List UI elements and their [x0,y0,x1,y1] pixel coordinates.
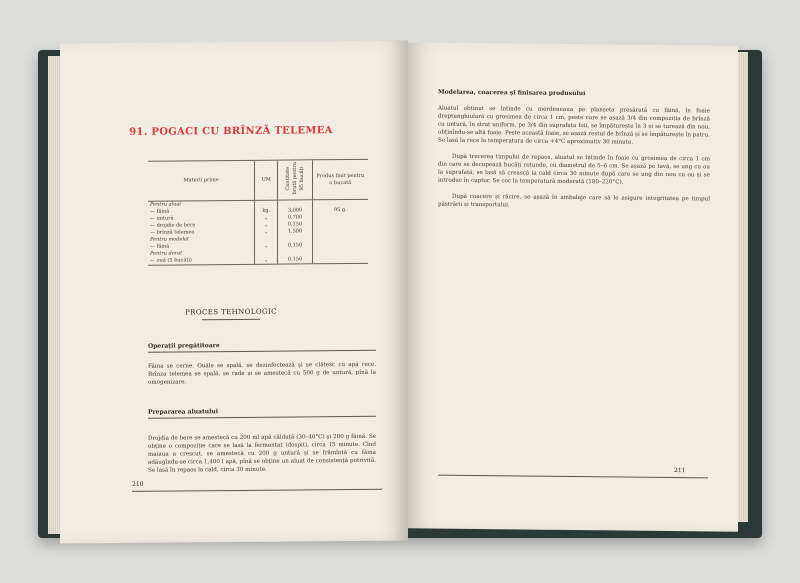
recipe-title: 91. POGACI CU BRÎNZĂ TELEMEA [129,125,333,138]
table-cell-yield: 95 g. [312,207,368,214]
table-cell-um: „ [255,243,278,250]
table-cell-um: „ [255,229,278,236]
paragraph-dough: Drojdia de bere se amestecă cu 200 ml apă călduță (30–40°C) și 200 g făină. Se obține o compoziție care se lasă la fermentat (dospit), circa 15 minute. Cînd maiaua a crescut, se amestecă cu 200 g untură și se frămîntă cu făina adăugîndu-se circa 1,400 l apă, pînă se obține un aluat de consistență potrivită. Se lasă în repaos la cald, circa 30 minute. [148,433,376,474]
ingredients-table [148,159,368,266]
table-cell-item: — drojdie de bere [150,222,196,229]
table-cell-um: „ [255,222,278,229]
paragraph-preparation: Făina se cerne. Ouăle se spală, se dezinfectează și se clătesc cu apă rece. Brînza telemea se spală, se rade și se amestecă cu 500 g de untură, pînă la omogenizare. [148,361,376,386]
table-cell-item: — brînză telemea [150,229,195,236]
left-page [60,40,408,543]
paragraph-baking: După trecerea timpului de repaos, aluatul se întinde în foaie cu grosimea de circa 1 cm din care se decupează bucăți rotunde, cu diametrul de 5–6 cm. Se așază pe tavă, se ung cu ou la suprafață, se lasă să crească la cald circa 30 minute după care se ung din nou cu ou și se introduc în cuptor. Se coc la temperatură moderată (180–220°C). [438,153,710,186]
table-cell-item: Pentru aluat [150,201,182,208]
subheading-preparation: Operații pregătitoare [148,342,220,350]
paragraph-finishing: După coacere și răcire, se așază în ambalaje care să le asigure integritatea pe timpul păstrării și transportului. [438,193,710,209]
table-cell-qty: 0,700 [278,214,312,221]
col-header-yield: Produs finit pentru o bucată [312,159,368,199]
heading-underline [202,319,260,321]
table-cell-um: kg. [255,208,278,215]
table-cell-item: — untură [150,215,174,222]
subheading-rule [148,350,376,353]
page-number-right: 211 [674,467,686,475]
col-header-um: UM [255,160,278,200]
right-heading: Modelarea, coacerea și finisarea produsului [438,88,586,98]
paragraph-modeling: Aluatul obținut se întinde cu merdeneaua pe planșeta presărată cu făină, în foaie dreptunghiulară cu grosimea de circa 1 cm, peste care se așază 3/4 din compoziția de brînză cu untură, în strat uniform, pe 3/4 din suprafața foii, se împăturește în 3 și se turează din nou, obținîndu-se altă foaie. Peste această foaie, se așază restul de brînză și se împăturește în patru. Se lasă la rece la temperatura de circa +4°C aproximativ 30 minute. [438,105,710,146]
footer-rule [438,475,708,479]
subheading-dough: Prepararea aluatului [148,408,219,416]
table-row [148,256,368,265]
right-page [408,42,738,531]
table-cell-yield [312,256,368,264]
table-cell-um: „ [255,257,278,265]
table-cell-item: — ouă (5 bucăți) [148,257,255,265]
section-heading: PROCES TEHNOLOGIC [185,307,277,317]
table-cell-item: — făină [150,208,170,215]
footer-rule [132,489,382,492]
col-header-quantity: Cantitate brută pentru 95 bucăți [278,160,312,200]
subheading-rule [148,416,376,419]
table-cell-qty: 0,150 [278,221,312,228]
table-cell-item: Pentru modelat [150,236,190,243]
col-header-materials: Materii prime [148,160,255,201]
table-cell-item: Pentru dorat [150,250,183,257]
table-cell-qty: 1,500 [278,228,312,235]
page-number-left: 210 [132,480,144,488]
table-cell-qty: 0,150 [278,256,312,264]
table-cell-qty: 0,150 [278,242,312,249]
table-cell-um: „ [255,215,278,222]
table-cell-qty: 3,000 [278,207,312,214]
table-cell-item: — făină [150,243,170,250]
